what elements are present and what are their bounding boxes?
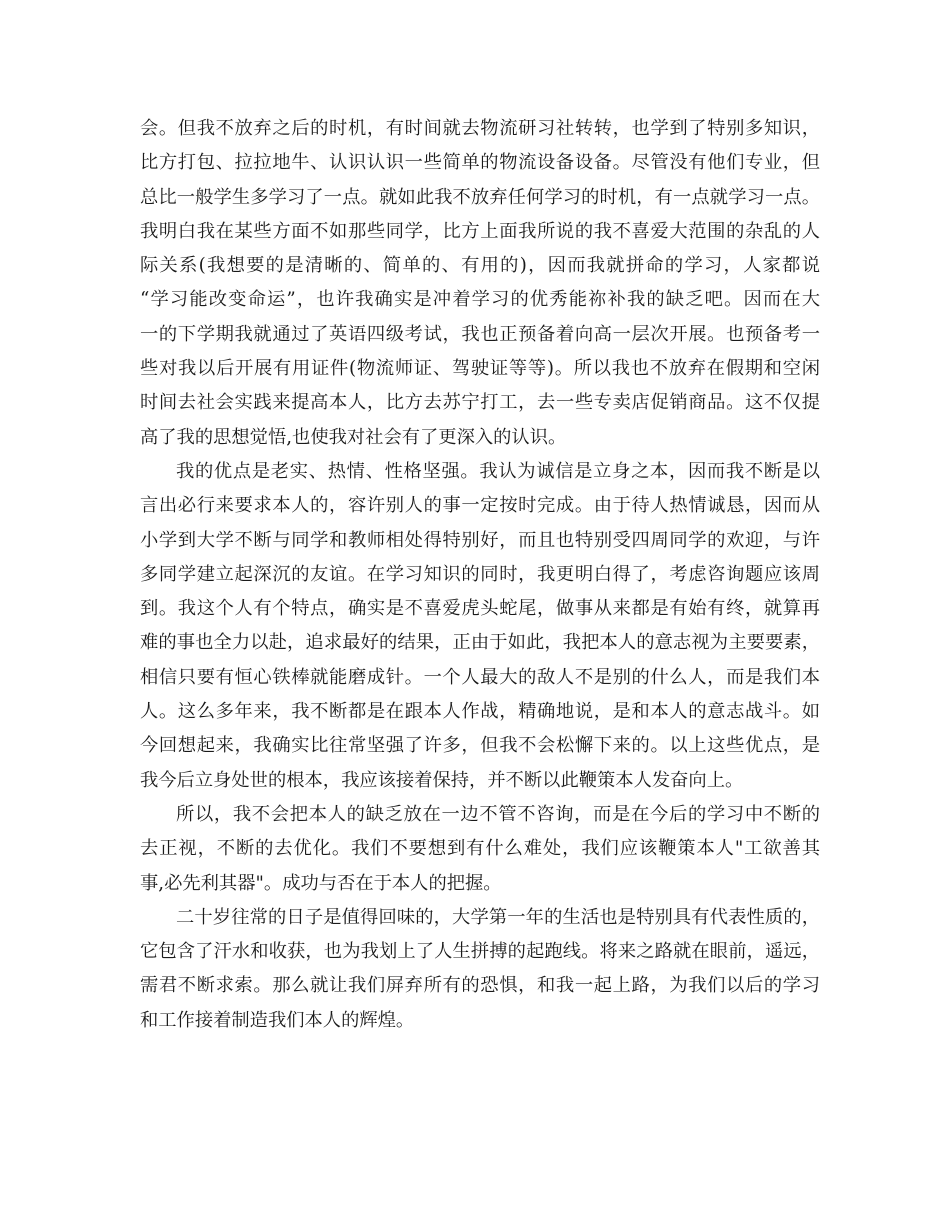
text-line: 今回想起来，我确实比往常坚强了许多，但我不会松懈下来的。以上这些优点，是 xyxy=(140,735,820,757)
text-line: 二十岁往常的日子是值得回味的，大学第一年的生活也是特别具有代表性质的， xyxy=(176,906,820,928)
text-line: 多同学建立起深沉的友谊。在学习知识的同时，我更明白得了，考虑咨询题应该周 xyxy=(140,563,820,585)
text-line: 它包含了汗水和收获，也为我划上了人生拼搏的起跑线。将来之路就在眼前，遥远， xyxy=(140,941,820,963)
text-line: 我的优点是老实、热情、性格坚强。我认为诚信是立身之本，因而我不断是以 xyxy=(176,460,820,482)
text-line: 高了我的思想觉悟,也使我对社会有了更深入的认识。 xyxy=(140,426,567,448)
text-line: 去正视，不断的去优化。我们不要想到有什么难处，我们应该鞭策本人"工欲善其 xyxy=(140,838,820,860)
document-body xyxy=(140,112,820,1038)
text-line: 会。但我不放弃之后的时机，有时间就去物流研习社转转，也学到了特别多知识， xyxy=(140,118,820,139)
paragraph-1 xyxy=(140,112,820,455)
text-line: 我明白我在某些方面不如那些同学，比方上面我所说的我不喜爱大范围的杂乱的人 xyxy=(140,220,820,242)
text-line: 所以，我不会把本人的缺乏放在一边不管不咨询，而是在今后的学习中不断的 xyxy=(176,803,820,825)
text-line: 事,必先利其器"。成功与否在于本人的把握。 xyxy=(140,872,502,894)
text-line: 需君不断求索。那么就让我们屏弃所有的恐惧，和我一起上路，为我们以后的学习 xyxy=(140,975,820,997)
text-line: 一的下学期我就通过了英语四级考试，我也正预备着向高一层次开展。也预备考一 xyxy=(140,323,820,345)
text-line: 言出必行来要求本人的，容许别人的事一定按时完成。由于待人热情诚恳，因而从 xyxy=(140,495,820,517)
paragraph-3 xyxy=(140,798,820,901)
text-line: 些对我以后开展有用证件(物流师证、驾驶证等等)。所以我也不放弃在假期和空闲 xyxy=(140,358,820,380)
text-line: 小学到大学不断与同学和教师相处得特别好，而且也特别受四周同学的欢迎，与许 xyxy=(140,529,820,551)
paragraph-2 xyxy=(140,455,820,798)
text-line: 到。我这个人有个特点，确实是不喜爱虎头蛇尾，做事从来都是有始有终，就算再 xyxy=(140,598,820,620)
text-line: 际关系(我想要的是清晰的、简单的、有用的)，因而我就拼命的学习，人家都说 xyxy=(140,255,820,277)
paragraph-4 xyxy=(140,901,820,1038)
text-line: “学习能改变命运”，也许我确实是冲着学习的优秀能祢补我的缺乏吧。因而在大 xyxy=(140,289,820,311)
text-line: 时间去社会实践来提高本人，比方去苏宁打工，去一些专卖店促销商品。这不仅提 xyxy=(140,392,820,414)
text-line: 难的事也全力以赴，追求最好的结果，正由于如此，我把本人的意志视为主要要素， xyxy=(140,632,820,654)
text-line: 我今后立身处世的根本，我应该接着保持，并不断以此鞭策本人发奋向上。 xyxy=(140,769,744,791)
text-line: 相信只要有恒心铁棒就能磨成针。一个人最大的敌人不是别的什么人，而是我们本 xyxy=(140,666,820,688)
text-line: 和工作接着制造我们本人的辉煌。 xyxy=(140,1009,415,1031)
text-line: 比方打包、拉拉地牛、认识认识一些简单的物流设备设备。尽管没有他们专业，但 xyxy=(140,152,820,174)
text-line: 人。这么多年来，我不断都是在跟本人作战，精确地说，是和本人的意志战斗。如 xyxy=(140,701,820,723)
text-line: 总比一般学生多学习了一点。就如此我不放弃任何学习的时机，有一点就学习一点。 xyxy=(140,186,820,208)
